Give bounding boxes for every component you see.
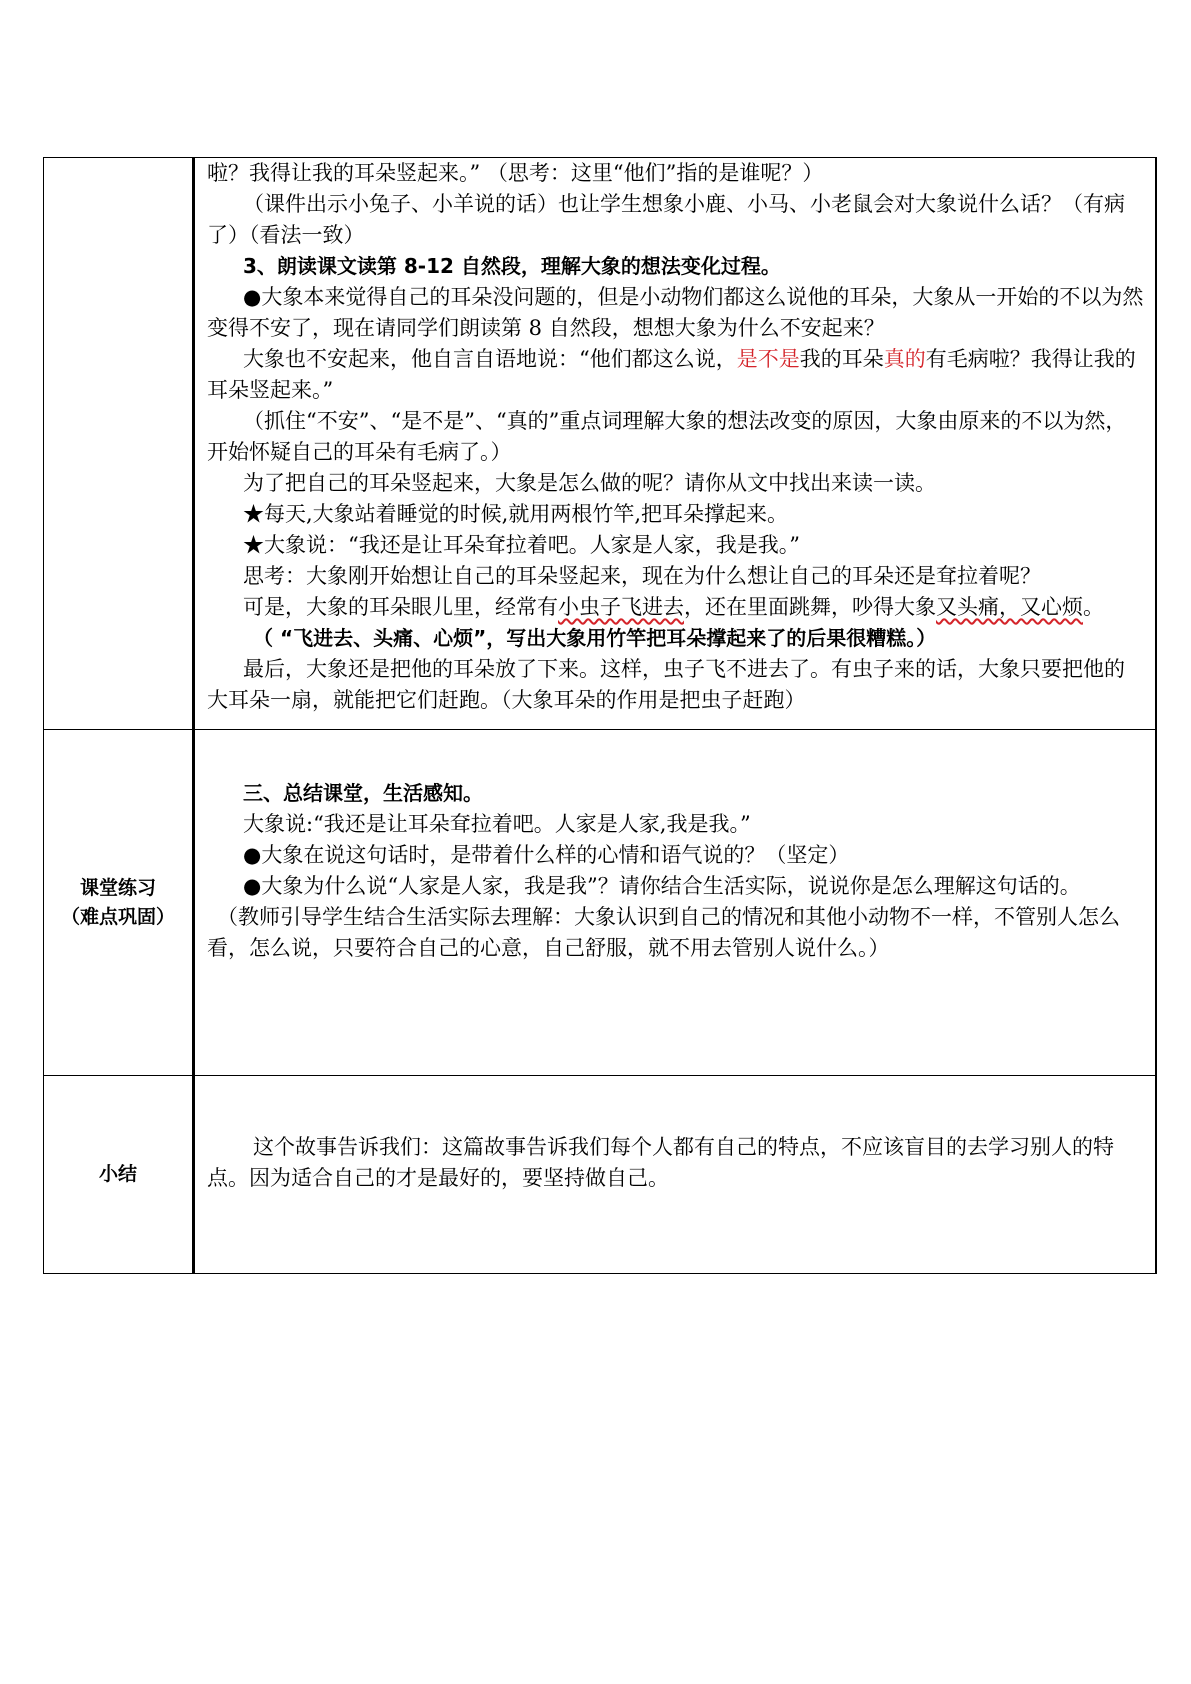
lesson-content-cell (194, 158, 1157, 730)
label-line: 课堂练习 (79, 876, 156, 899)
text-run: 大象也不安起来，他自言自语地说：“他们都这么说， (243, 347, 737, 371)
table-row (44, 1076, 1157, 1274)
table-row (44, 730, 1157, 1076)
paragraph: ●大象本来觉得自己的耳朵没问题的，但是小动物们都这么说他的耳朵，大象从一开始的不以为然变得不安了，现在请同学们朗读第 8 自然段，想想大象为什么不安起来？ (207, 285, 1144, 340)
paragraph: （抓住“不安”、“是不是”、“真的”重点词理解大象的想法改变的原因，大象由原来的不以为然，开始怀疑自己的耳朵有毛病了。） (207, 409, 1127, 464)
paragraph: 为了把自己的耳朵竖起来，大象是怎么做的呢？请你从文中找出来读一读。 (243, 471, 936, 495)
row-label-empty (44, 158, 194, 730)
paragraph: 大象说:“我还是让耳朵耷拉着吧。人家是人家,我是我。” (243, 812, 751, 836)
paragraph: （课件出示小兔子、小羊说的话）也让学生想象小鹿、小马、小老鼠会对大象说什么话？（有病了）（看法一致） (207, 192, 1125, 247)
paragraph: ★大象说：“我还是让耳朵耷拉着吧。人家是人家，我是我。” (243, 533, 800, 557)
section-heading: 3、朗读课文读第 8-12 自然段，理解大象的想法变化过程。 (243, 254, 781, 278)
paragraph: 啦？我得让我的耳朵竖起来。” （思考：这里“他们”指的是谁呢？） (207, 161, 824, 185)
paragraph: （教师引导学生结合生活实际去理解：大象认识到自己的情况和其他小动物不一样，不管别人怎么看，怎么说，只要符合自己的心意，自己舒服，就不用去管别人说什么。） (207, 905, 1120, 960)
paragraph: ★每天,大象站着睡觉的时候,就用两根竹竿,把耳朵撑起来。 (243, 502, 789, 526)
label-line: （难点巩固） (60, 905, 175, 928)
lesson-plan-table (43, 157, 1157, 1274)
wavy-underline: 又头痛，又心烦 (936, 595, 1083, 619)
wavy-underline: 小虫子飞进去 (558, 595, 684, 619)
paragraph: 最后，大象还是把他的耳朵放了下来。这样，虫子飞不进去了。有虫子来的话，大象只要把他的大耳朵一扇，就能把它们赶跑。（大象耳朵的作用是把虫子赶跑） (207, 657, 1125, 712)
section-heading: 三、总结课堂，生活感知。 (243, 781, 483, 805)
paragraph (207, 344, 1145, 406)
table-row (44, 158, 1157, 730)
row-label-practice (44, 730, 194, 1076)
highlight-red: 是不是 (736, 347, 800, 371)
text-run: 可是，大象的耳朵眼儿里，经常有 (243, 595, 558, 619)
text-run: ，还在里面跳舞，吵得大象 (684, 595, 936, 619)
practice-content-cell (194, 730, 1157, 1076)
paragraph: ●大象在说这句话时，是带着什么样的心情和语气说的？（坚定） (243, 843, 850, 867)
paragraph: ●大象为什么说“人家是人家，我是我”？请你结合生活实际，说说你是怎么理解这句话的。 (243, 874, 1081, 898)
text-run: 有毛病啦？我得让我的耳朵竖起来。” (207, 347, 1136, 402)
text-run: 我的耳朵 (799, 347, 884, 371)
row-label-summary: 小结 (44, 1076, 194, 1274)
paragraph (207, 592, 1145, 623)
text-run: 。 (1083, 595, 1104, 619)
paragraph: 思考：大象刚开始想让自己的耳朵竖起来，现在为什么想让自己的耳朵还是耷拉着呢？ (243, 564, 1041, 588)
paragraph: 这个故事告诉我们：这篇故事告诉我们每个人都有自己的特点，不应该盲目的去学习别人的特点。因为适合自己的才是最好的，要坚持做自己。 (207, 1134, 1114, 1190)
highlight-red: 真的 (883, 347, 926, 371)
paragraph-bold: （ “飞进去、头痛、心烦”，写出大象用竹竿把耳朵撑起来了的后果很糟糕。） (253, 626, 937, 650)
summary-content-cell (194, 1076, 1157, 1274)
